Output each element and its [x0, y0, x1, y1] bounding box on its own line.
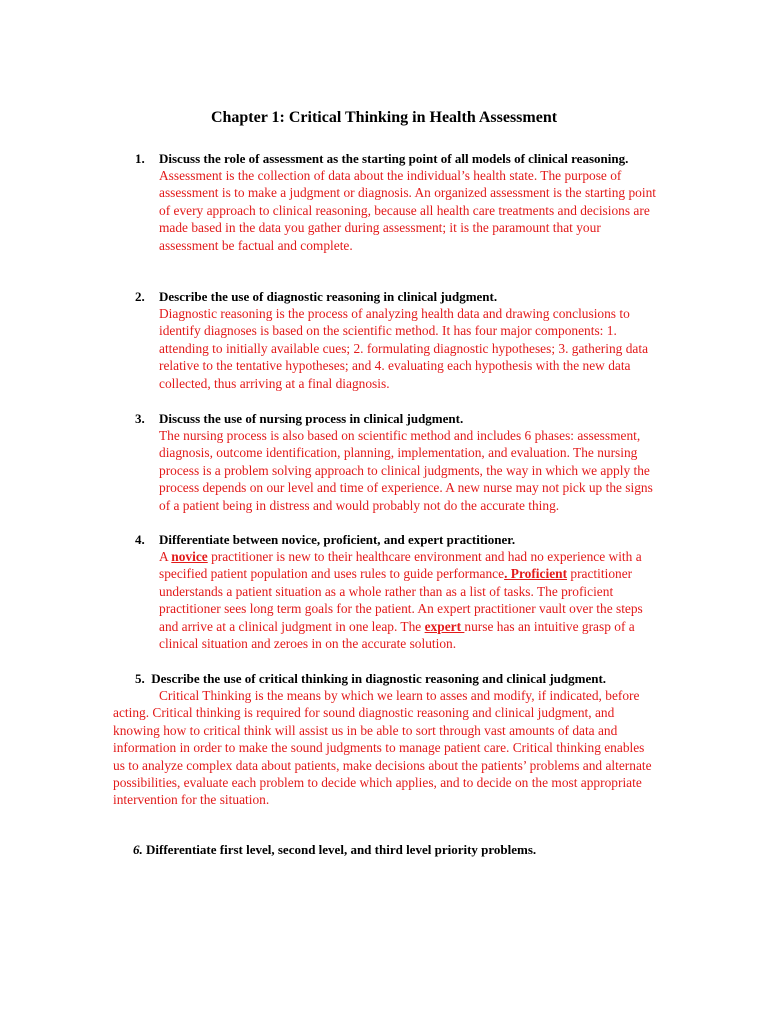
page-title: Chapter 1: Critical Thinking in Health Assessment [210, 109, 558, 126]
question-1-number: 1. [135, 151, 145, 166]
question-3-number: 3. [135, 411, 145, 426]
answer-5-text: Critical Thinking is the means by which we learn to asses and modify, if indicated, before acting. Critical thinking is required for sound diagnostic reasoning and clinical judgment, and knowing how to critical think will assist us in be able to sort through vast amounts of data and information in order to make the sound judgments to manage patient care. Critical thinking enables us to analyze complex data about patients, make decisions about the patients’ problems and alternate possibilities, evaluate each problem to decide which applies, and to decide on the most appropriate intervention for the situation. [113, 688, 652, 808]
answer-3-text: The nursing process is also based on scientific method and includes 6 phases: assessment, diagnosis, outcome identification, planning, implementation, and evaluation. The nursing process is a problem solving approach to clinical judgments, the way in which we apply the process depends on our level and time of experience. A new nurse may not pick up the signs of a patient being in distress and would probably not do the accurate thing. [159, 428, 653, 513]
question-1 [135, 150, 659, 254]
novice-term: novice [171, 549, 208, 564]
question-1-text: Discuss the role of assessment as the starting point of all models of clinical reasoning. [159, 151, 629, 166]
question-3-text: Discuss the use of nursing process in clinical judgment. [159, 411, 464, 426]
question-2 [135, 288, 659, 392]
answer-4-part-1: A [159, 549, 172, 564]
answer-4-part-2: practitioner is new to their healthcare environment and had no experience with a specified patient population and uses rules to guide performance [159, 549, 642, 582]
question-5-text [113, 670, 658, 687]
answer-2-text: Diagnostic reasoning is the process of analyzing health data and drawing conclusions to identify diagnoses is based on the scientific method. It has four major components: 1. attending to initially available cues; 2. formulating diagnostic hypotheses; 3. gathering data relative to the tentative hypotheses; and 4. evaluating each hypothesis with the new data collected, thus arriving at a final diagnosis. [159, 306, 649, 391]
answer-4-part-4: nurse has an intuitive grasp of a clinical situation and zeroes in on the accurate solution. [159, 618, 635, 652]
question-6-text: Differentiate first level, second level, and third level priority problems. [146, 842, 537, 857]
question-4-text: Differentiate between novice, proficient, and expert practitioner. [159, 532, 516, 547]
question-2-text: Describe the use of diagnostic reasoning in clinical judgment. [159, 289, 498, 304]
question-4 [135, 531, 659, 652]
answer-1-text: Assessment is the collection of data about the individual’s health state. The purpose of assessment is to make a judgment or diagnosis. An organized assessment is the starting point of every approach to clinical reasoning, because all health care treatments and decisions are made based in the data you gather during assessment; it is the paramount that your assessment be factual and complete. [159, 168, 656, 253]
proficient-term: . Proficient [504, 566, 568, 582]
answer-4-text [159, 548, 659, 652]
question-4-number: 4. [135, 532, 145, 547]
question-2-number: 2. [135, 289, 145, 304]
expert-term: expert [424, 618, 465, 634]
question-5 [113, 670, 658, 809]
question-3 [135, 410, 659, 514]
question-5-number: 5. [135, 671, 145, 686]
question-6 [133, 841, 653, 858]
question-5-label: Describe the use of critical thinking in diagnostic reasoning and clinical judgment. [151, 671, 607, 686]
question-6-number: 6. [133, 842, 143, 857]
answer-4-part-3: practitioner understands a patient situation as a whole rather than as a list of tasks. The proficient practitioner sees long term goals for the patient. An expert practitioner vault over the steps and arrive at a clinical judgment in one leap. The [159, 566, 643, 634]
